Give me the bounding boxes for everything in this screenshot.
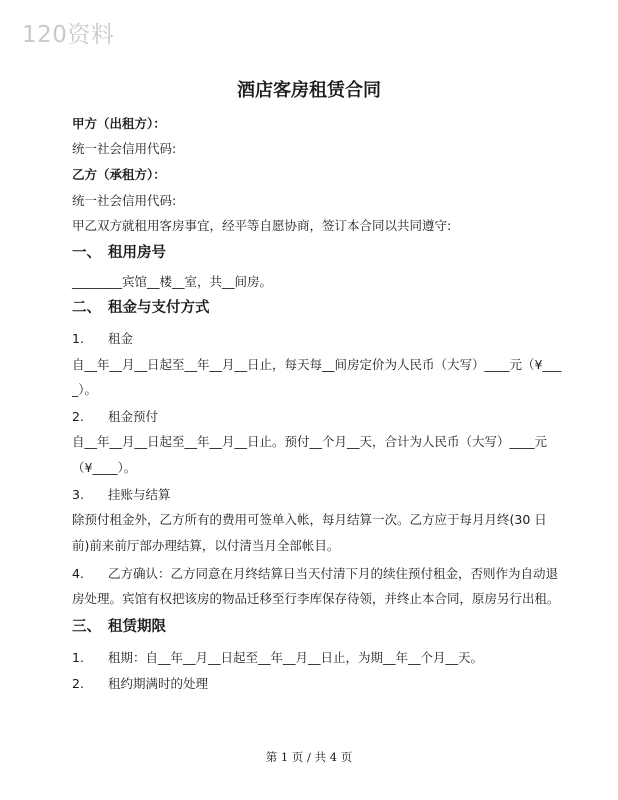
item-3-1-number: 1. — [72, 650, 84, 665]
item-2-3-heading — [72, 487, 171, 503]
item-2-2-number: 2. — [72, 409, 84, 424]
item-2-2-heading — [72, 409, 158, 425]
item-3-2-text: 租约期满时的处理 — [108, 676, 209, 691]
party-a-credit-code: 统一社会信用代码: — [72, 141, 177, 156]
item-2-3-text-line2: 前)前来前厅部办理结算，以付清当月全部帐目。 — [72, 538, 340, 553]
section-3-number: 三、 — [72, 618, 101, 635]
item-2-4-text-line2: 房处理。宾馆有权把该房的物品迁移至行李库保存待领，并终止本合同，原房另行出租。 — [72, 591, 560, 606]
item-3-2 — [72, 676, 208, 692]
intro-paragraph: 甲乙双方就租用客房事宜，经平等自愿协商，签订本合同以共同遵守: — [72, 218, 452, 233]
section-1-heading — [72, 245, 166, 261]
item-2-4-text-line1: 乙方确认：乙方同意在月终结算日当天付清下月的续住预付租金，否则作为自动退 — [108, 566, 559, 581]
section-1-number: 一、 — [72, 244, 101, 261]
section-2-title: 租金与支付方式 — [108, 299, 210, 316]
item-2-1-heading — [72, 331, 133, 347]
item-2-1-text-line1: 自__年__月__日起至__年__月__日止，每天每__间房定价为人民币（大写）____元（¥___ — [72, 357, 562, 372]
item-2-3-title: 挂账与结算 — [108, 487, 171, 502]
item-2-3-number: 3. — [72, 487, 84, 502]
section-3-heading — [72, 619, 166, 635]
page-title: 酒店客房租赁合同 — [237, 80, 381, 101]
section-3-title: 租赁期限 — [108, 618, 166, 635]
item-3-1-text: 租期：自__年__月__日起至__年__月__日止，为期__年__个月__天。 — [108, 650, 484, 665]
party-b-label: 乙方（承租方）： — [72, 167, 166, 182]
item-3-1 — [72, 650, 483, 666]
watermark: 120资料 — [22, 22, 115, 48]
item-2-2-text-line1: 自__年__月__日起至__年__月__日止。预付__个月__天，合计为人民币（大写）____元 — [72, 434, 548, 449]
section-2-number: 二、 — [72, 299, 101, 316]
item-2-4-line1 — [72, 566, 558, 582]
item-2-2-title: 租金预付 — [108, 409, 159, 424]
item-3-2-number: 2. — [72, 676, 84, 691]
party-a-label: 甲方（出租方）： — [72, 116, 166, 131]
section-2-heading — [72, 300, 210, 316]
page-footer: 第 1 页 / 共 4 页 — [265, 750, 353, 764]
party-b-credit-code: 统一社会信用代码: — [72, 193, 177, 208]
section-1-text: ________宾馆__楼__室，共__间房。 — [72, 274, 273, 289]
item-2-1-title: 租金 — [108, 331, 134, 346]
item-2-2-text-line2: （¥____）。 — [72, 460, 137, 475]
item-2-1-text-line2: _）。 — [72, 382, 98, 397]
item-2-1-number: 1. — [72, 331, 84, 346]
item-2-4-number: 4. — [72, 566, 84, 581]
item-2-3-text-line1: 除预付租金外，乙方所有的费用可签单入帐，每月结算一次。乙方应于每月月终(30 日 — [72, 512, 547, 527]
section-1-title: 租用房号 — [108, 244, 166, 261]
